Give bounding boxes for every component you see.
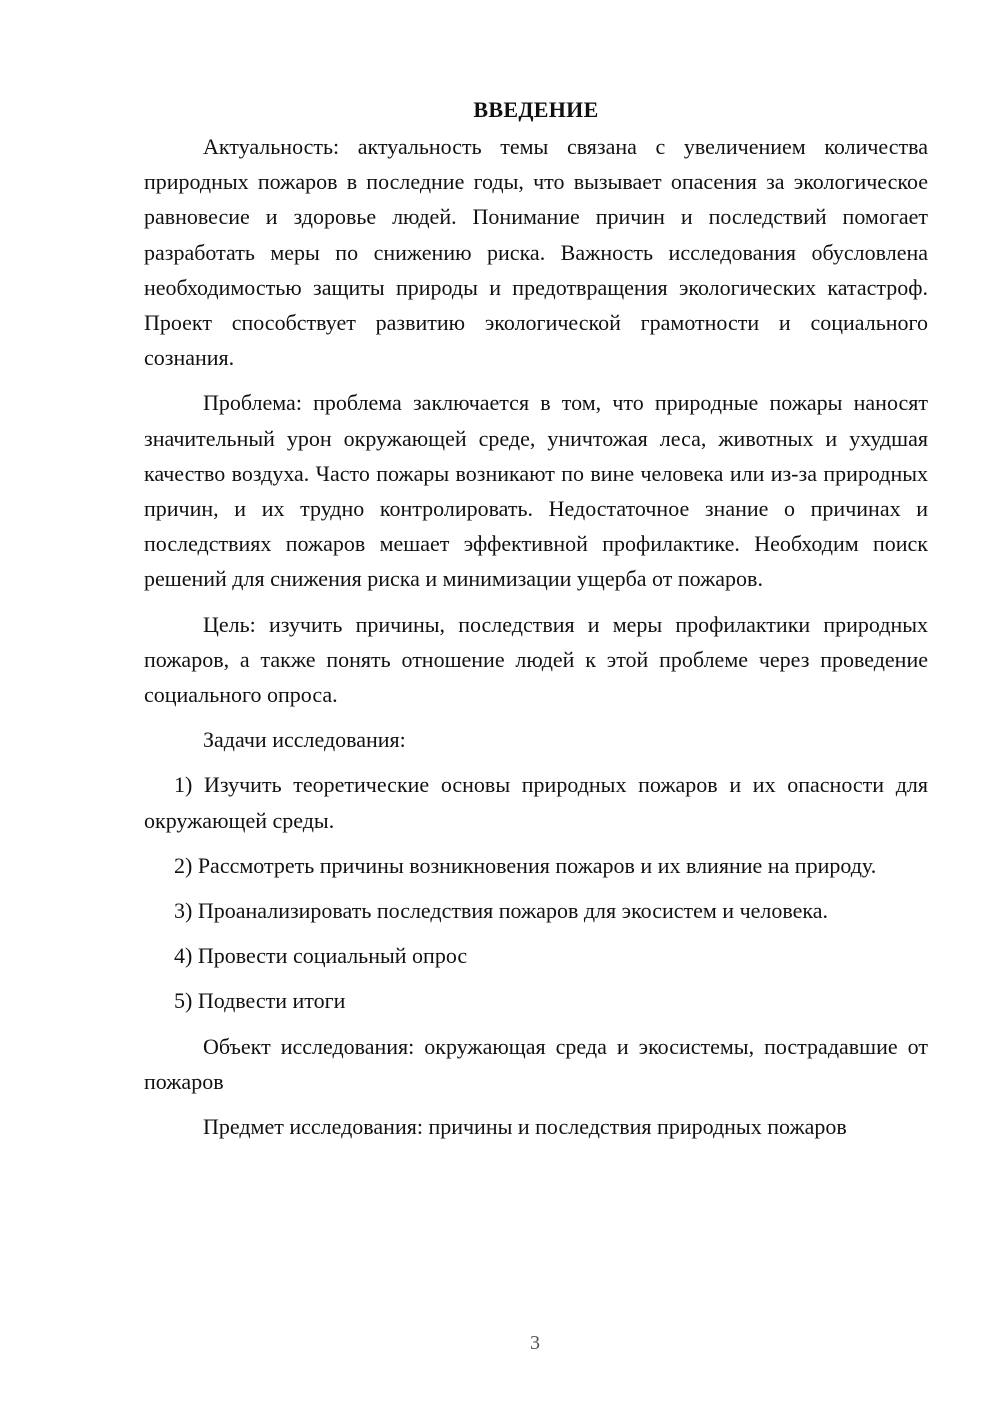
goal-paragraph: Цель: изучить причины, последствия и меры профилактики природных пожаров, а также понять отношение людей к этой проблеме через проведение социального опроса.	[144, 611, 928, 708]
task-item: 4) Провести социальный опрос	[174, 943, 468, 969]
page-title: ВВЕДЕНИЕ	[473, 97, 599, 122]
object-paragraph: Объект исследования: окружающая среда и экосистемы, пострадавшие от пожаров	[144, 1033, 928, 1094]
task-item: 2) Рассмотреть причины возникновения пожаров и их влияние на природу.	[174, 852, 877, 878]
page-content	[144, 92, 928, 1156]
subject-paragraph: Предмет исследования: причины и последствия природных пожаров	[203, 1114, 847, 1140]
page-number: 3	[530, 1332, 540, 1354]
task-item: 1) Изучить теоретические основы природных пожаров и их опасности для окружающей среды.	[144, 772, 928, 833]
task-item: 5) Подвести итоги	[174, 988, 346, 1014]
tasks-heading: Задачи исследования:	[203, 727, 406, 753]
relevance-paragraph: Актуальность: актуальность темы связана с увеличением количества природных пожаров в последние годы, что вызывает опасения за экологическое равновесие и здоровье людей. Понимание причин и последствий помогает разработать меры по снижению риска. Важность исследования обусловлена необходимостью защиты природы и предотвращения экологических катастроф. Проект способствует развитию экологической грамотности и социального сознания.	[144, 134, 928, 371]
problem-paragraph: Проблема: проблема заключается в том, что природные пожары наносят значительный урон окружающей среде, уничтожая леса, животных и ухудшая качество воздуха. Часто пожары возникают по вине человека или из-за природных причин, и их трудно контролировать. Недостаточное знание о причинах и последствиях пожаров мешает эффективной профилактике. Необходим поиск решений для снижения риска и минимизации ущерба от пожаров.	[144, 390, 928, 592]
task-item: 3) Проанализировать последствия пожаров для экосистем и человека.	[174, 898, 829, 924]
